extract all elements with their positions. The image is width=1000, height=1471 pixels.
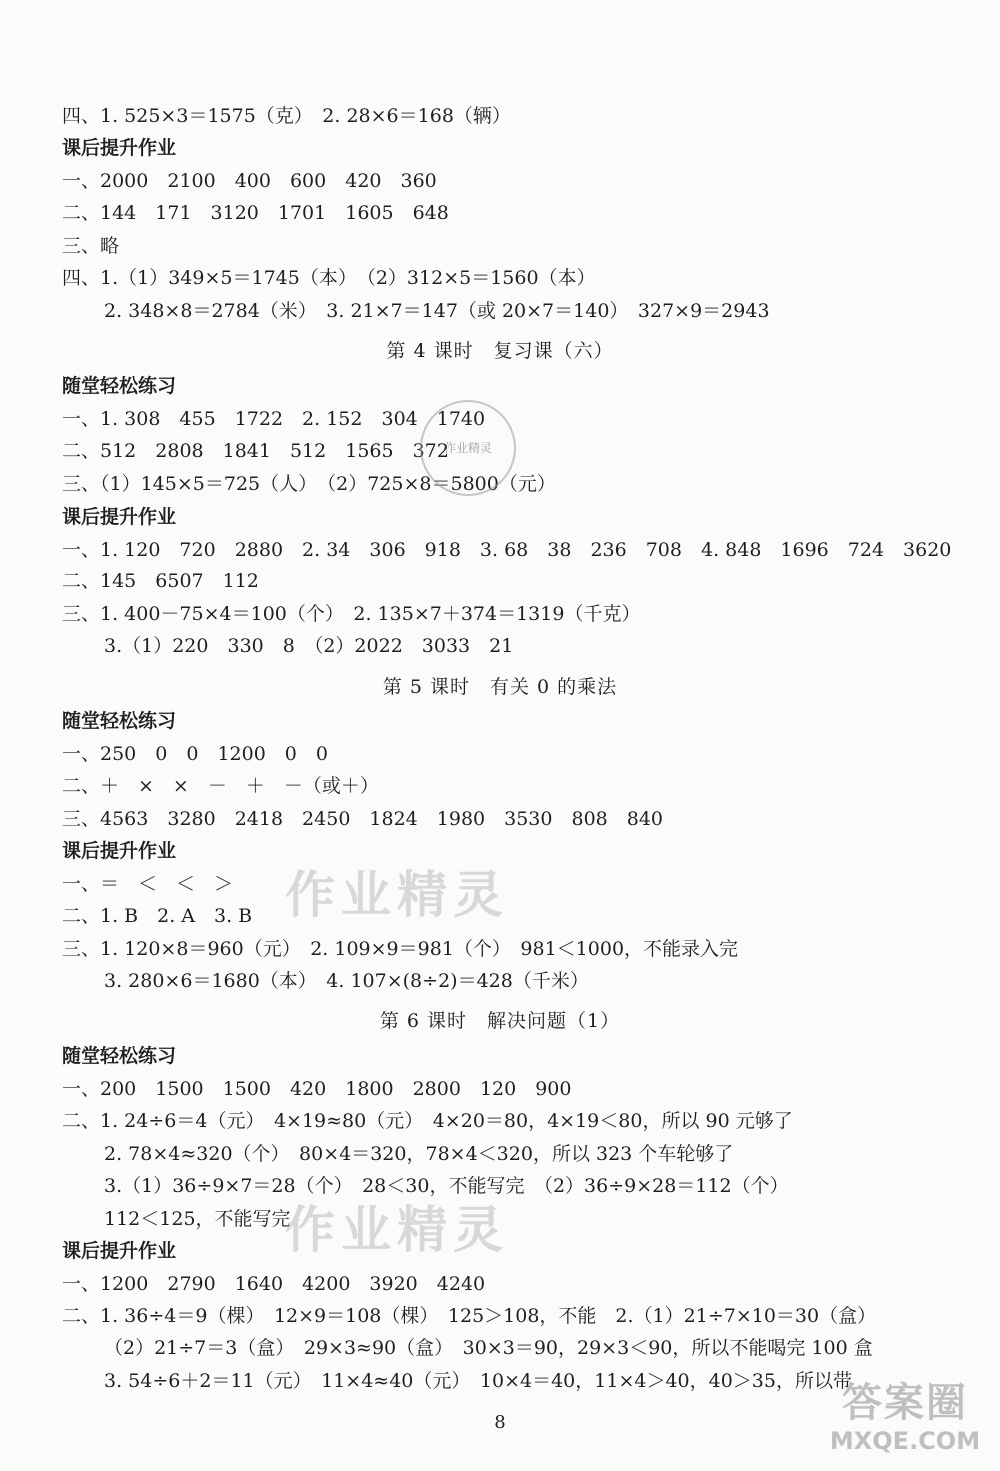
page-number: 8	[494, 1412, 506, 1433]
section-heading: 课后提升作业	[62, 1240, 177, 1262]
line-22: 三、4563 3280 2418 2450 1824 1980 3530 808 840	[62, 808, 664, 830]
line-16: 三、1. 400－75×4＝100（个） 2. 135×7＋374＝1319（千克）	[62, 603, 641, 625]
section-heading: 随堂轻松练习	[62, 375, 177, 397]
section-heading: 课后提升作业	[62, 137, 177, 159]
line-33: 3.（1）36÷9×7＝28（个） 28＜30，不能写完 （2）36÷9×28＝112（个）	[104, 1175, 789, 1197]
line-11: 二、512 2808 1841 512 1565 372	[62, 440, 449, 462]
logo-url: MXQE.COM	[829, 1427, 981, 1455]
section-heading: 课后提升作业	[62, 840, 177, 862]
lesson-title-5: 第 5 课时 有关 0 的乘法	[382, 676, 618, 698]
line-10: 一、1. 308 455 1722 2. 152 304 1740	[62, 408, 486, 430]
logo-title: 答案圈	[842, 1380, 968, 1426]
line-34: 112＜125，不能写完	[104, 1208, 291, 1230]
line-25: 二、1. B 2. A 3. B	[62, 905, 253, 927]
line-27: 3. 280×6＝1680（本） 4. 107×(8÷2)＝428（千米）	[104, 970, 589, 992]
stamp: 作业精灵	[420, 400, 516, 496]
line-12: 三、（1）145×5＝725（人） （2）725×8＝5800（元）	[62, 473, 556, 495]
section-heading: 课后提升作业	[62, 506, 177, 528]
line-32: 2. 78×4≈320（个） 80×4＝320，78×4＜320，所以 323 个车轮够了	[104, 1143, 734, 1165]
line-36: 一、1200 2790 1640 4200 3920 4240	[62, 1273, 486, 1295]
line-5: 三、略	[62, 235, 120, 257]
line-4: 二、144 171 3120 1701 1605 648	[62, 202, 449, 224]
line-3: 一、2000 2100 400 600 420 360	[62, 170, 437, 192]
line-17: 3.（1）220 330 8 （2）2022 3033 21	[104, 635, 514, 657]
line-20: 一、250 0 0 1200 0 0	[62, 743, 328, 765]
line-14: 一、1. 120 720 2880 2. 34 306 918 3. 68 38 236 708 4. 848 1696 724 3620	[62, 539, 952, 561]
line-30: 一、200 1500 1500 420 1800 2800 120 900	[62, 1078, 572, 1100]
section-heading: 随堂轻松练习	[62, 710, 177, 732]
line-7: 2. 348×8＝2784（米） 3. 21×7＝147（或 20×7＝140） 327×9＝2943	[104, 300, 770, 322]
watermark: 作业精灵	[285, 1201, 509, 1259]
line-39: 3. 54÷6＋2＝11（元） 11×4≈40（元） 10×4＝40，11×4＞40，40＞35，所以带	[104, 1370, 852, 1392]
line-26: 三、1. 120×8＝960（元） 2. 109×9＝981（个） 981＜1000，不能录入完	[62, 938, 739, 960]
watermark: 作业精灵	[285, 866, 509, 924]
line-1: 四、1. 525×3＝1575（克） 2. 28×6＝168（辆）	[62, 105, 511, 127]
section-heading: 随堂轻松练习	[62, 1045, 177, 1067]
line-37: 二、1. 36÷4＝9（棵） 12×9＝108（棵） 125＞108，不能 2.（1）21÷7×10＝30（盒）	[62, 1305, 877, 1327]
line-6: 四、1.（1）349×5＝1745（本） （2）312×5＝1560（本）	[62, 267, 596, 289]
lesson-title-6: 第 6 课时 解决问题（1）	[379, 1010, 621, 1032]
line-24: 一、＝ ＜ ＜ ＞	[62, 873, 234, 895]
line-21: 二、＋ × × － ＋ －（或＋）	[62, 775, 379, 797]
line-15: 二、145 6507 112	[62, 570, 259, 592]
line-31: 二、1. 24÷6＝4（元） 4×19≈80（元） 4×20＝80，4×19＜80，所以 90 元够了	[62, 1110, 793, 1132]
line-38: （2）21÷7＝3（盒） 29×3≈90（盒） 30×3＝90，29×3＜90，所以不能喝完 100 盒	[104, 1337, 873, 1359]
lesson-title-4: 第 4 课时 复习课（六）	[386, 340, 614, 362]
site-logo	[810, 1380, 1000, 1471]
